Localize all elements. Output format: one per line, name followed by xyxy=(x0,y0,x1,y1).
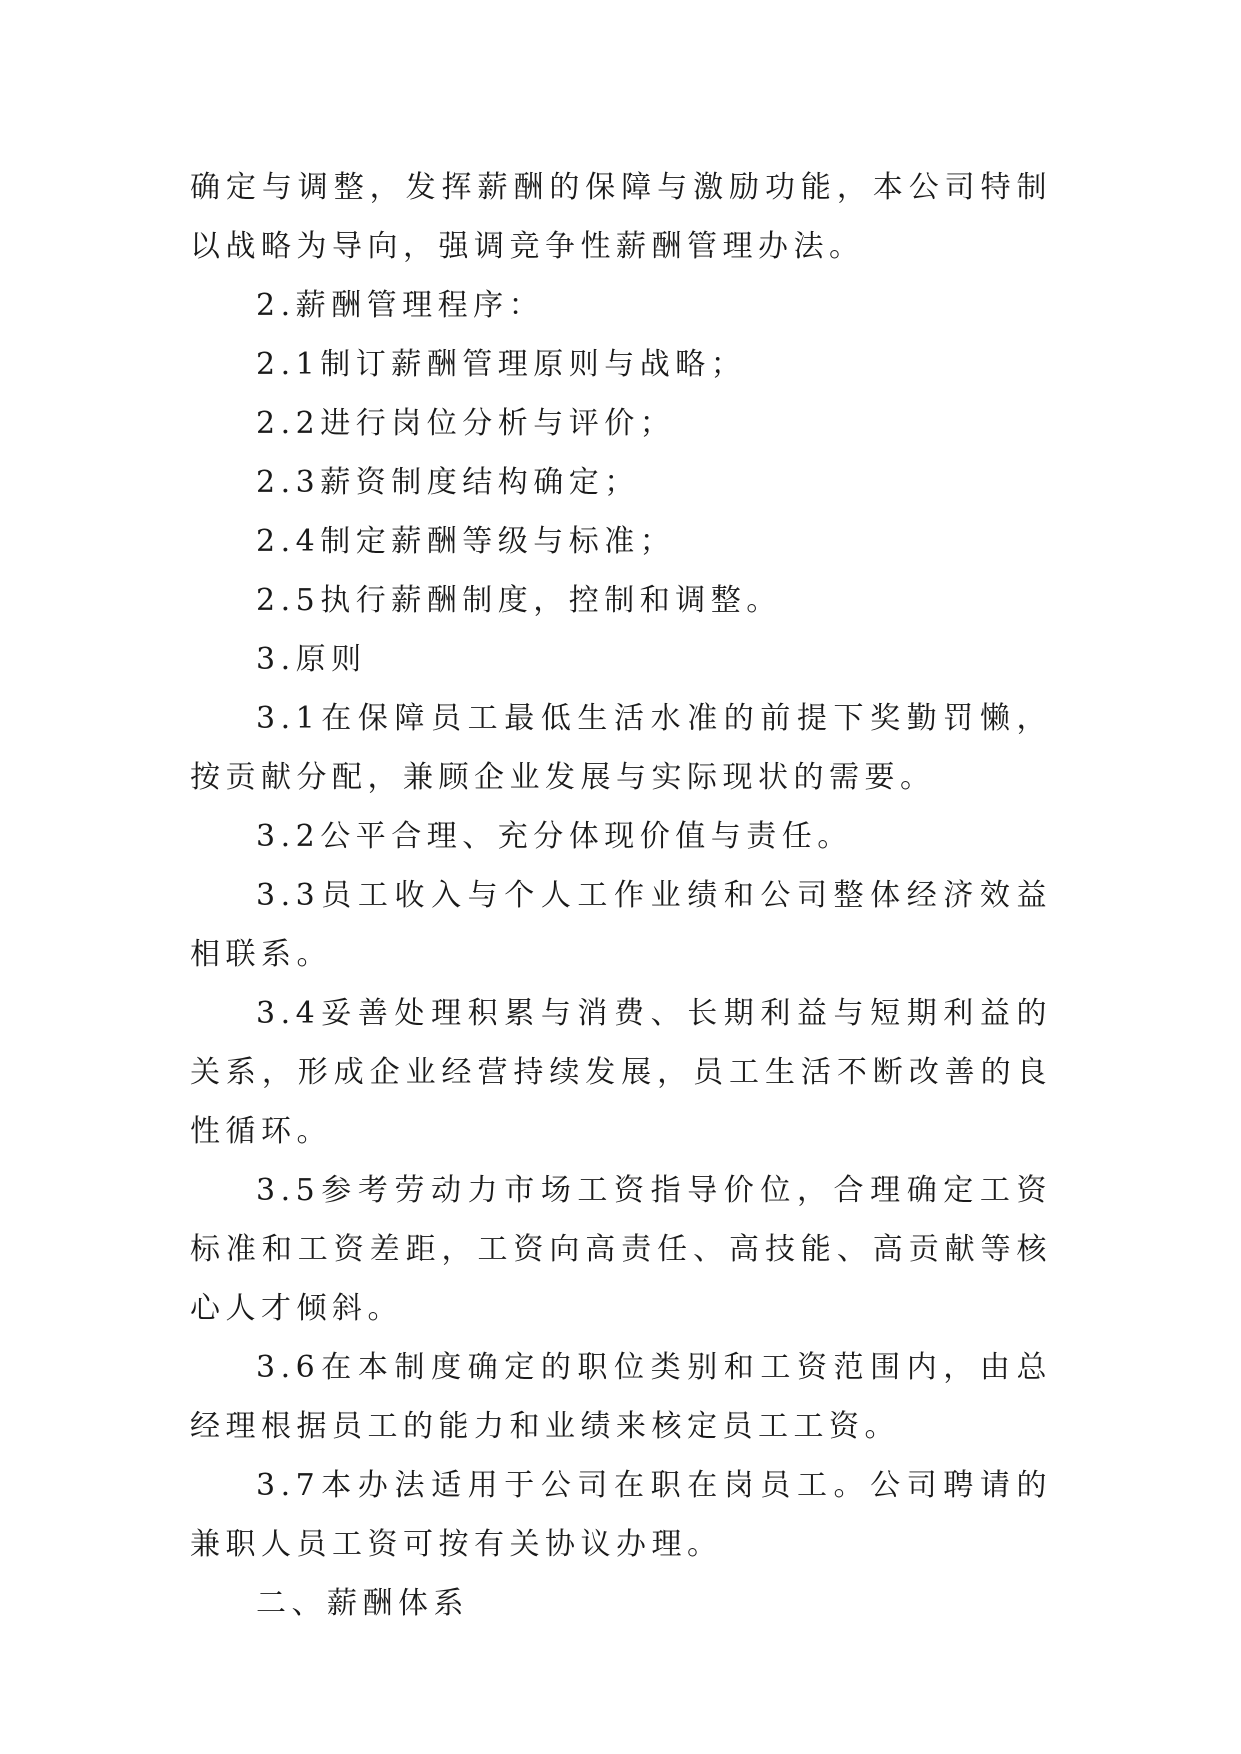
paragraph: 3.7本办法适用于公司在职在岗员工。公司聘请的兼职人员工资可按有关协议办理。 xyxy=(190,1468,1052,1562)
paragraph: 2.2进行岗位分析与评价； xyxy=(256,406,676,441)
paragraph: 确定与调整，发挥薪酬的保障与激励功能，本公司特制以战略为导向，强调竞争性薪酬管理办法。 xyxy=(190,170,1052,264)
paragraph: 3.4妥善处理积累与消费、长期利益与短期利益的关系，形成企业经营持续发展，员工生活不断改善的良性循环。 xyxy=(190,996,1052,1149)
paragraph: 2.薪酬管理程序： xyxy=(256,288,545,323)
paragraph: 2.1制订薪酬管理原则与战略； xyxy=(256,347,747,382)
paragraph: 3.5参考劳动力市场工资指导价位，合理确定工资标准和工资差距，工资向高责任、高技能、高贡献等核心人才倾斜。 xyxy=(190,1173,1052,1326)
paragraph: 2.3薪资制度结构确定； xyxy=(256,465,640,500)
paragraph: 3.6在本制度确定的职位类别和工资范围内，由总经理根据员工的能力和业绩来核定员工工资。 xyxy=(190,1350,1052,1444)
paragraph: 3.1在保障员工最低生活水准的前提下奖勤罚懒，按贡献分配，兼顾企业发展与实际现状的需要。 xyxy=(190,701,1052,795)
paragraph: 2.4制定薪酬等级与标准； xyxy=(256,524,676,559)
paragraph: 2.5执行薪酬制度，控制和调整。 xyxy=(256,583,782,618)
paragraph: 3.3员工收入与个人工作业绩和公司整体经济效益相联系。 xyxy=(190,878,1052,972)
document-body xyxy=(190,158,1052,1633)
section-heading: 二、薪酬体系 xyxy=(256,1586,469,1621)
paragraph: 3.原则 xyxy=(256,642,367,677)
paragraph: 3.2公平合理、充分体现价值与责任。 xyxy=(256,819,853,854)
